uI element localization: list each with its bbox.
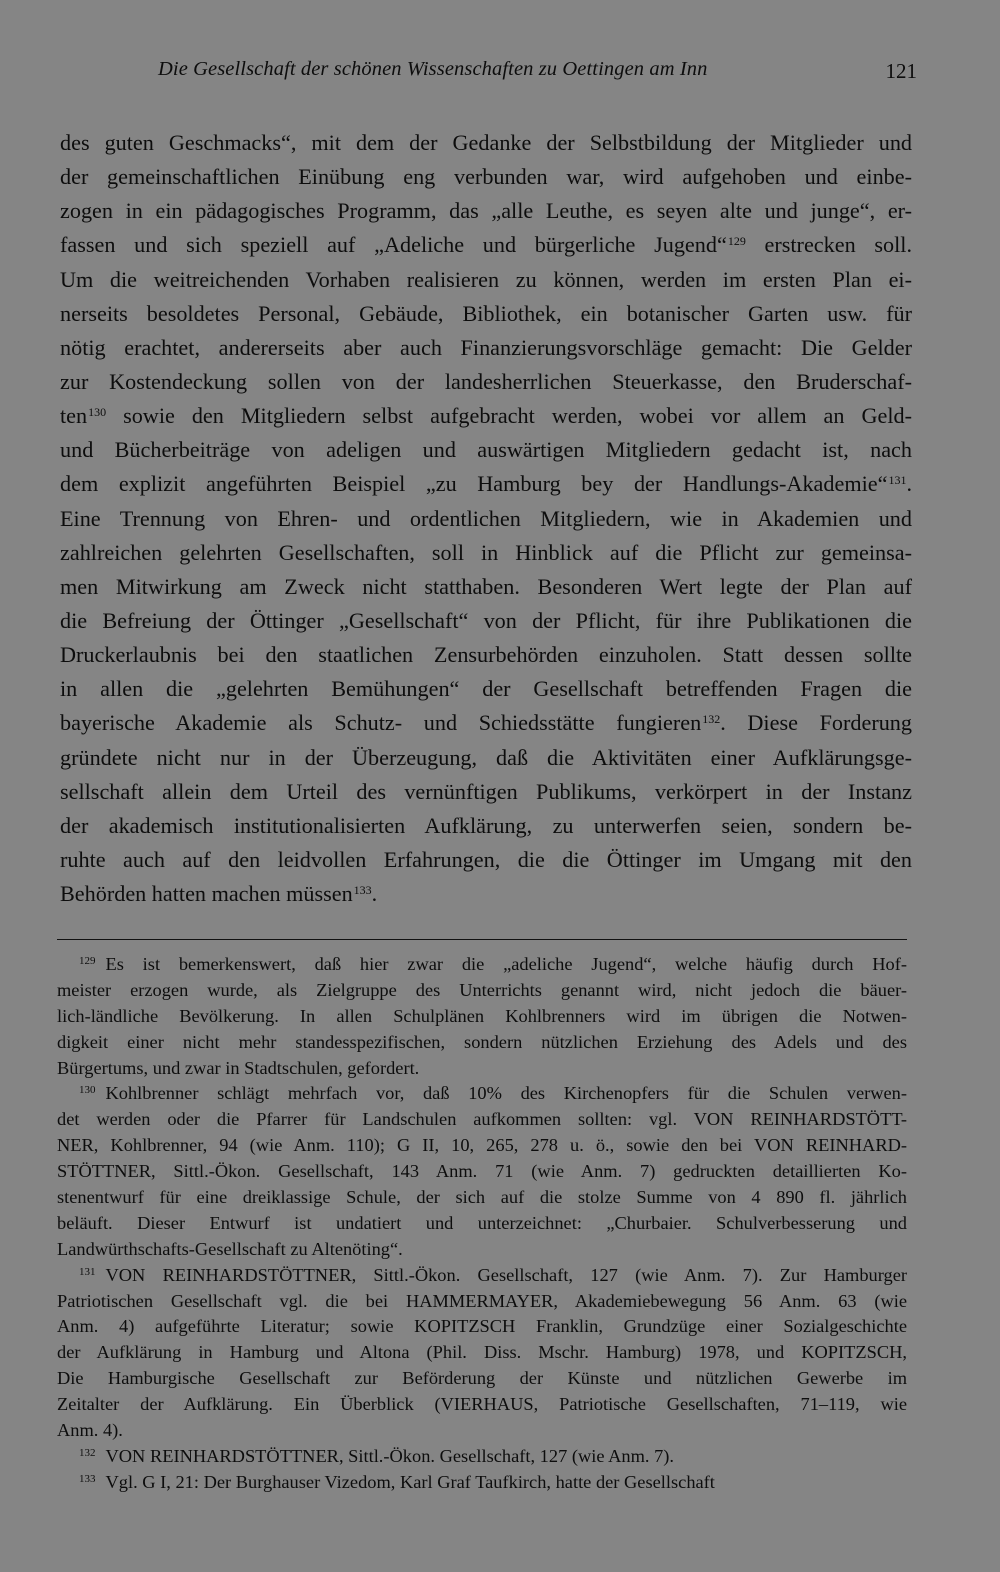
footnote-number: 129: [79, 955, 96, 967]
footnote-number: 132: [79, 1446, 96, 1459]
footnote-number: 133: [79, 1472, 96, 1485]
page-number: 121: [885, 59, 917, 83]
footnote-number: 131: [79, 1265, 96, 1278]
body-line: nerseits besoldetes Personal, Gebäude, Bibliothek, ein botanischer Garten usw. für: [60, 300, 912, 326]
footnotes: [57, 952, 907, 1496]
body-line: fassen und sich speziell auf „Adeliche und bürgerliche Jugend“$^{129}$ erstrecken soll.: [60, 232, 912, 258]
footnote-line: Patriotischen Gesellschaft vgl. die bei HAMMERMAYER, Akademiebewegung 56 Anm. 63 (wie: [57, 1290, 907, 1311]
body-line: der akademisch institutionalisierten Aufklärung, zu unterwerfen seien, sondern be-: [60, 812, 912, 838]
footnote-line: Die Hamburgische Gesellschaft zur Beförderung der Künste und nützlichen Gewerbe im: [57, 1368, 907, 1389]
footnote-line: meister erzogen wurde, als Zielgruppe des Unterrichts genannt wird, nicht jedoch die bäuer-: [57, 979, 907, 1000]
footnote-line: STÖTTNER, Sittl.-Ökon. Gesellschaft, 143 Anm. 71 (wie Anm. 7) gedruckten detaillierten Ko-: [57, 1161, 907, 1182]
body-line: zahlreichen gelehrten Gesellschaften, soll in Hinblick auf die Pflicht zur gemeinsa-: [60, 539, 912, 565]
body-line: die Befreiung der Öttinger „Gesellschaft“ von der Pflicht, für ihre Publikationen die: [60, 607, 912, 633]
body-line: gründete nicht nur in der Überzeugung, daß die Aktivitäten einer Aufklärungsge-: [60, 744, 912, 770]
footnote-line: Zeitalter der Aufklärung. Ein Überblick (VIERHAUS, Patriotische Gesellschaften, 71–119, wie: [57, 1394, 907, 1415]
body-text: [60, 126, 912, 911]
footnote-line: beläuft. Dieser Entwurf ist undatiert und unterzeichnet: „Churbaier. Schulverbesserung und: [57, 1212, 907, 1233]
footnote-first-line: $^{133}$ Vgl. G I, 21: Der Burghauser Vizedom, Karl Graf Taufkirch, hatte der Gesellschaft: [79, 1471, 715, 1492]
footnote-line: Anm. 4) aufgeführte Literatur; sowie KOPITZSCH Franklin, Grundzüge einer Sozialgeschichte: [57, 1316, 907, 1337]
footnote-line: lich-ländliche Bevölkerung. In allen Schulplänen Kohlbrenners wird im übrigen die Notwen-: [57, 1005, 907, 1026]
footnote-first-line: $^{130}$ Kohlbrenner schlägt mehrfach vor, daß 10% des Kirchenopfers für die Schulen verwen-: [79, 1083, 907, 1104]
footnote-line: Anm. 4).: [57, 1420, 123, 1441]
body-line: der gemeinschaftlichen Einübung eng verbunden war, wird aufgehoben und einbe-: [60, 164, 912, 190]
footnote-reference: 131: [888, 473, 907, 488]
footnote-reference: 130: [88, 405, 107, 420]
footnote-line: Landwürthschafts-Gesellschaft zu Altenöting“.: [57, 1238, 403, 1259]
body-line: Behörden hatten machen müssen$^{133}$.: [60, 881, 378, 907]
body-line: in allen die „gelehrten Bemühungen“ der Gesellschaft betreffenden Fragen die: [60, 676, 912, 702]
footnote-reference: 133: [353, 883, 372, 898]
body-line: des guten Geschmacks“, mit dem der Gedanke der Selbstbildung der Mitglieder und: [60, 130, 912, 155]
footnote-line: der Aufklärung in Hamburg und Altona (Phil. Diss. Mschr. Hamburg) 1978, und KOPITZSCH,: [57, 1342, 907, 1363]
body-line: ruhte auch auf den leidvollen Erfahrungen, die die Öttinger im Umgang mit den: [60, 846, 912, 872]
footnote-reference: 132: [702, 712, 721, 727]
footnote-line: NER, Kohlbrenner, 94 (wie Anm. 110); G II, 10, 265, 278 u. ö., sowie den bei VON REINHARD-: [57, 1135, 907, 1156]
body-line: und Bücherbeiträge von adeligen und auswärtigen Mitgliedern gedacht ist, nach: [60, 437, 912, 463]
body-line: sellschaft allein dem Urteil des vernünftigen Publikums, verkörpert in der Instanz: [60, 778, 912, 804]
body-line: dem explizit angeführten Beispiel „zu Hamburg bey der Handlungs-Akademie“$^{131}$.: [60, 471, 912, 497]
footnote-line: Bürgertums, und zwar in Stadtschulen, gefordert.: [57, 1057, 420, 1078]
footnote-rule: [57, 939, 907, 940]
body-line: ten$^{130}$ sowie den Mitgliedern selbst aufgebracht werden, wobei vor allem an Geld-: [60, 403, 912, 429]
body-line: zogen in ein pädagogisches Programm, das „alle Leuthe, es seyen alte und junge“, er-: [60, 198, 912, 224]
body-line: zur Kostendeckung sollen von der landesherrlichen Steuerkasse, den Bruderschaf-: [60, 368, 912, 394]
body-line: men Mitwirkung am Zweck nicht statthaben. Besonderen Wert legte der Plan auf: [60, 573, 912, 599]
body-line: bayerische Akademie als Schutz- und Schiedsstätte fungieren$^{132}$. Diese Forderung: [60, 710, 912, 736]
footnote-first-line: $^{129}$ Es ist bemerkenswert, daß hier zwar die „adeliche Jugend“, welche häufig durch Hof-: [79, 954, 907, 974]
body-line: Um die weitreichenden Vorhaben realisieren zu können, werden im ersten Plan ei-: [60, 266, 912, 292]
body-line: nötig erachtet, andererseits aber auch Finanzierungsvorschläge gemacht: Die Gelder: [60, 334, 912, 360]
body-line: Eine Trennung von Ehren- und ordentlichen Mitgliedern, wie in Akademien und: [60, 505, 912, 531]
footnote-first-line: $^{132}$ VON REINHARDSTÖTTNER, Sittl.-Ökon. Gesellschaft, 127 (wie Anm. 7).: [79, 1445, 675, 1466]
footnote-first-line: $^{131}$ VON REINHARDSTÖTTNER, Sittl.-Ökon. Gesellschaft, 127 (wie Anm. 7). Zur Hamburger: [79, 1264, 907, 1285]
body-line: Druckerlaubnis bei den staatlichen Zensurbehörden einzuholen. Statt dessen sollte: [60, 642, 912, 668]
running-head: Die Gesellschaft der schönen Wissenschaften zu Oettingen am Inn: [158, 58, 708, 80]
footnote-reference: 129: [727, 234, 746, 249]
footnote-number: 130: [79, 1084, 96, 1097]
footnote-line: digkeit einer nicht mehr standesspezifischen, sondern nützlichen Erziehung des Adels und des: [57, 1031, 907, 1052]
footnote-line: stenentwurf für eine dreiklassige Schule, der sich auf die stolze Summe von 4 890 fl. jährlich: [57, 1187, 907, 1208]
footnote-line: det werden oder die Pfarrer für Landschulen aufkommen sollten: vgl. VON REINHARDSTÖTT-: [57, 1109, 907, 1130]
